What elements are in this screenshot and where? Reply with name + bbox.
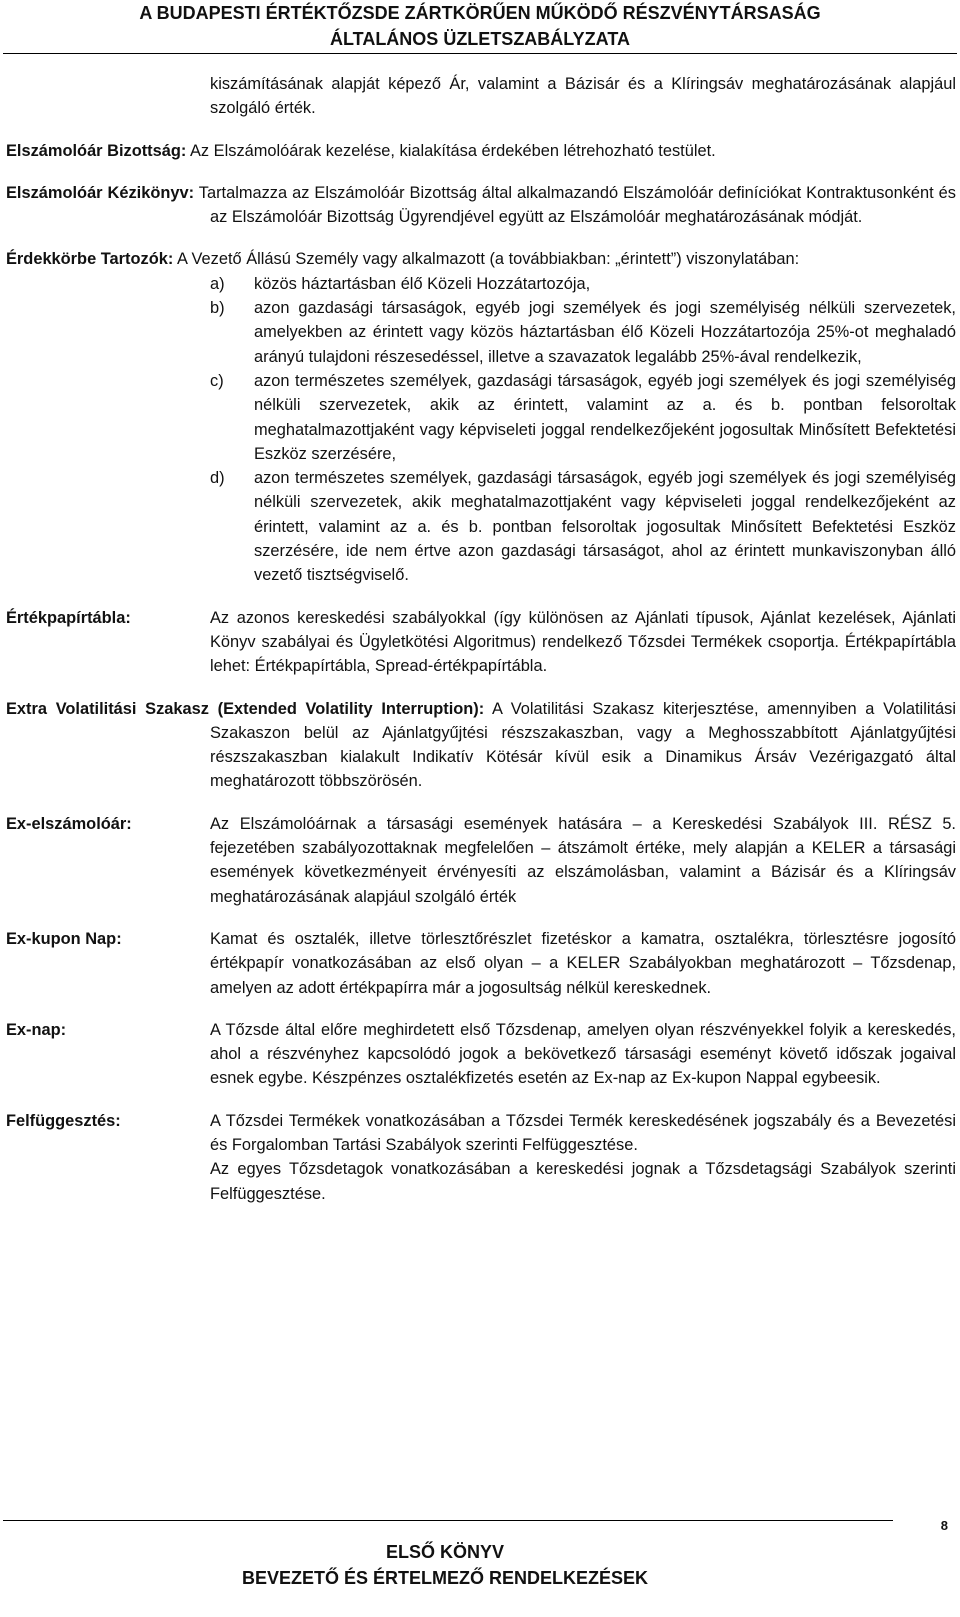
- definition-text: Az Elszámolóárnak a társasági események hatására – a Kereskedési Szabályok III. RÉSZ 5. fejezetében szabályozottaknak megfelelően – átszámolt értéke, mely alapján a KELER a társasági események következményeit érvényesíti az elszámolásban, valamint a Bázisár és a Klíringsáv meghatározásának alapjául szolgáló érték: [210, 814, 956, 906]
- footer-rule: [3, 1520, 893, 1521]
- header-title: A BUDAPESTI ÉRTÉKTŐZSDE ZÁRTKÖRŰEN MŰKÖDŐ RÉSZVÉNYTÁRSASÁG: [139, 3, 821, 23]
- item-text: azon természetes személyek, gazdasági társaságok, egyéb jogi személyek és jogi személyiség nélküli szervezetek, akik meghatalmazottjaként vagy képviseleti joggal rendelkezőjeként az érintett, valamint az a. és b. pontban felsoroltak jogosultak Minősített Befektetési Eszköz szerzésére, ide nem értve azon gazdasági társaságot, ahol az érintett munkaviszonyban álló vezető tisztségviselő.: [254, 469, 956, 585]
- item-text: azon természetes személyek, gazdasági társaságok, egyéb jogi személyek és jogi személyiség nélküli szervezetek, akik az érintett, valamint az a. és b. pontban felsoroltak meghatalmazottjaként vagy képviseleti joggal rendelkezőjeként jogosultak Minősített Befektetési Eszköz szerzésére,: [254, 371, 956, 463]
- definition-text: A Vezető Állású Személy vagy alkalmazott (a továbbiakban: „érintett”) viszonylatában:: [176, 250, 800, 269]
- definition-text: A Tőzsdei Termékek vonatkozásában a Tőzsdei Termék kereskedésének jogszabály és a Bevezetési és Forgalomban Tartási Szabályok szerinti Felfüggesztése.: [210, 1111, 956, 1154]
- item-marker: b): [210, 299, 225, 318]
- list-item: [210, 466, 956, 587]
- term: Ex-nap:: [6, 1020, 67, 1039]
- continued-paragraph: kiszámításának alapját képező Ár, valamint a Bázisár és a Klíringsáv meghatározásának alapjául szolgáló érték.: [210, 75, 956, 118]
- definition-felfuggesztes: [6, 1109, 956, 1206]
- definition-ex-elszamoloar: [6, 812, 956, 909]
- definition-text: Az azonos kereskedési szabályokkal (így különösen az Ajánlati típusok, Ajánlat kezelések, Ajánlati Könyv szabályai és Ügyletkötési Algoritmus) rendelkező Tőzsdei Termékek csoportja. Értékpapírtábla lehet: Értékpapírtábla, Spread-értékpapírtábla.: [210, 608, 956, 676]
- header-rule: [3, 53, 957, 54]
- definition-elszamoloar-bizottsag: [6, 139, 956, 163]
- item-marker: d): [210, 469, 225, 488]
- definition-ertekpapirtabla: [6, 606, 956, 679]
- term: Elszámolóár Bizottság:: [6, 141, 187, 160]
- list-item: [210, 296, 956, 369]
- item-text: közös háztartásban élő Közeli Hozzátartozója,: [254, 274, 591, 293]
- page-number: 8: [940, 1518, 948, 1533]
- definition-text: Tartalmazza az Elszámolóár Bizottság által alkalmazandó Elszámolóár definíciókat Kontraktusonként és az Elszámolóár Bizottság Ügyrendjével együtt az Elszámolóár meghatározásának módját.: [198, 183, 956, 227]
- header-subtitle: ÁLTALÁNOS ÜZLETSZABÁLYZATA: [330, 29, 630, 49]
- definition-text: Kamat és osztalék, illetve törlesztőrészlet fizetéskor a kamatra, osztalékra, törlesztésre jogosító értékpapír vonatkozásában az első olyan – a KELER Szabályokban meghatározott – Tőzsdenap, amelyen az adott értékpapírra már a jogosultság nélkül kereskednek.: [210, 929, 956, 997]
- term: Felfüggesztés:: [6, 1111, 121, 1130]
- term: Extra Volatilitási Szakasz (Extended Volatility Interruption):: [6, 699, 485, 718]
- item-marker: a): [210, 274, 225, 293]
- term: Érdekkörbe Tartozók:: [6, 250, 174, 269]
- sub-list: [6, 272, 956, 588]
- page-footer: [0, 1518, 960, 1617]
- definition-text: A Tőzsde által előre meghirdetett első Tőzsdenap, amelyen olyan részvényekkel folyik a kereskedés, ahol a részvényhez kapcsolódó jogok a bekövetkező társasági eseményt követő időszak jogaival esnek egybe. Készpénzes osztalékfizetés esetén az Ex-nap az Ex-kupon Nappal egybeesik.: [210, 1020, 956, 1088]
- definition-ex-nap: [6, 1018, 956, 1091]
- term: Elszámolóár Kézikönyv:: [6, 183, 195, 202]
- term: Értékpapírtábla:: [6, 608, 131, 627]
- definition-body: [210, 1109, 956, 1206]
- footer-chapter-title: BEVEZETŐ ÉS ÉRTELMEZŐ RENDELKEZÉSEK: [241, 1568, 649, 1588]
- definition-ex-kupon-nap: [6, 927, 956, 1000]
- definition-text: Az Elszámolóárak kezelése, kialakítása érdekében létrehozható testület.: [190, 141, 716, 160]
- footer-book-title: ELSŐ KÖNYV: [385, 1542, 505, 1562]
- term: Ex-elszámolóár:: [6, 814, 132, 833]
- definition-text: A Volatilitási Szakasz kiterjesztése, amennyiben a Volatilitási Szakaszon belül az Ajánlatgyűjtési részszakaszban, vagy a Meghosszabbított Ajánlatgyűjtési részszakaszban kialakult Indikatív Kötésár kívül esik a Dinamikus Ársáv Vezérigazgató által meghatározott többszörösén.: [210, 699, 956, 791]
- item-marker: c): [210, 371, 224, 390]
- document-body: [6, 72, 956, 1224]
- list-item: [210, 272, 956, 296]
- definition-text: Az egyes Tőzsdetagok vonatkozásában a kereskedési jognak a Tőzsdetagsági Szabályok szerinti Felfüggesztése.: [210, 1160, 956, 1203]
- term: Ex-kupon Nap:: [6, 929, 122, 948]
- item-text: azon gazdasági társaságok, egyéb jogi személyek és jogi személyiség nélküli szervezetek, amelyekben az érintett vagy közös háztartásban élő Közeli Hozzátartozója 25%-ot meghaladó arányú tulajdoni részesedéssel, illetve a szavazatok legalább 25%-ával rendelkezik,: [254, 299, 956, 366]
- list-item: [210, 369, 956, 466]
- definition-elszamoloar-kezikonyv: [6, 181, 956, 230]
- definition-extra-volatilitasi-szakasz: [6, 697, 956, 794]
- definition-erdekkorbe-tartozok: [6, 247, 956, 587]
